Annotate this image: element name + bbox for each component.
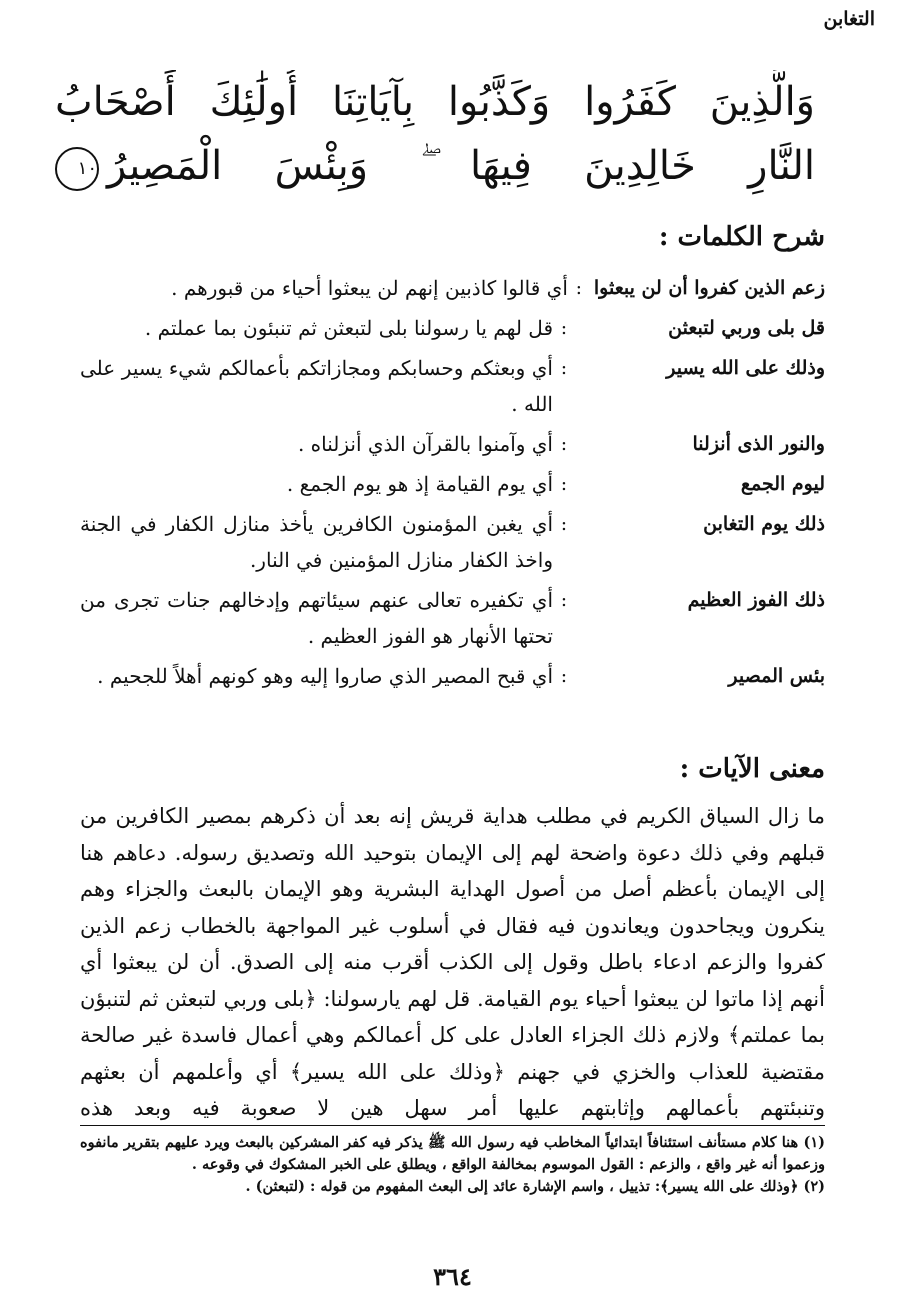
surah-name-header: التغابن	[823, 8, 875, 30]
page-number: ٣٦٤	[433, 1262, 472, 1291]
glossary-entry	[80, 350, 825, 422]
glossary-colon: :	[560, 513, 568, 535]
footnotes	[80, 1132, 825, 1198]
verse-number-ornament: ١٠	[55, 147, 99, 191]
meaning-paragraph: ما زال السياق الكريم في مطلب هداية قريش إنه بعد أن ذكرهم بمصير الكافرين من قبلهم وفي ذلك دعوة واضحة لهم إلى الإيمان بتوحيد الله وتصديق رسوله. دعاهم هنا إلى الإيمان بأعظم أصل من أصول الهداية البشرية وهو الإيمان بالبعث والجزاء وهم ينكرون ويجاحدون ويعاندون فيه فقال في أسلوب غير المواجهة بالخطاب زعم الذين كفروا والزعم ادعاء باطل وقول إلى الكذب أقرب منه إلى الصدق. أن لن يبعثوا أي أنهم إذا ماتوا لن يبعثوا أحياء يوم القيامة. قل لهم يارسولنا: ﴿بلى وربي لتبعثن ثم لتنبؤن بما عملتم﴾ ولازم ذلك الجزاء العادل على كل أعمالكم وهي أعمال فاسدة غير صالحة مقتضية للعذاب والخزي في جهنم ﴿وذلك على الله يسير﴾ أي وأعلمهم أن بعثهم وتنبئتهم بأعمالهم وإثابتهم عليها أمر سهل هين لا صعوبة فيه وبعد هذه	[80, 804, 825, 1120]
glossary-colon: :	[560, 433, 568, 455]
verse-line-2	[55, 134, 815, 198]
glossary-definition: أي يوم القيامة إذ هو يوم الجمع .	[286, 472, 553, 496]
glossary-term: ذلك يوم التغابن	[703, 513, 825, 535]
glossary-colon: :	[560, 357, 568, 379]
glossary-definition: أي تكفيره تعالى عنهم سيئاتهم وإدخالهم جنات تجرى من تحتها الأنهار هو الفوز العظيم .	[80, 588, 553, 648]
glossary-entry	[80, 582, 825, 654]
footnote-2: (٢) ﴿وذلك على الله يسير﴾: تذييل ، واسم الإشارة عائد إلى البعث المفهوم من قوله : (لتبعثن) .	[245, 1178, 825, 1195]
glossary-definition: أي قالوا كاذبين إنهم لن يبعثوا أحياء من قبورهم .	[171, 276, 568, 300]
glossary-colon: :	[575, 277, 583, 299]
verses-meaning-text	[80, 798, 825, 1127]
footnote-divider	[80, 1125, 825, 1126]
glossary-term: بئس المصير	[728, 665, 825, 687]
glossary-entry	[80, 426, 825, 462]
glossary-definition: أي يغبن المؤمنون الكافرين يأخذ منازل الكفار في الجنة واخذ الكفار منازل المؤمنين في النار.	[80, 512, 553, 572]
footnote-1: (١) هنا كلام مستأنف استئنافاً ابتدائياً المخاطب فيه رسول الله ﷺ يذكر فيه كفر المشركين بالبعث ويرد عليهم بتقرير مانفوه وزعموا أنه غير واقع ، والزعم : القول الموسوم بمخالفة الواقع ، ويطلق على الخبر المشكوك في وقوعه .	[80, 1134, 825, 1173]
glossary-entry	[80, 506, 825, 578]
glossary-colon: :	[560, 589, 568, 611]
glossary-definition: قل لهم يا رسولنا بلى لتبعثن ثم تنبئون بما عملتم .	[144, 316, 553, 340]
glossary-colon: :	[560, 317, 568, 339]
glossary-entry	[80, 310, 825, 346]
glossary-term: قل بلى وربي لتبعثن	[668, 317, 825, 339]
glossary-definition: أي وبعثكم وحسابكم ومجازاتكم بأعمالكم شيء يسير على الله .	[80, 356, 553, 416]
glossary-list	[80, 270, 825, 698]
glossary-term: والنور الذى أنزلنا	[692, 433, 825, 455]
glossary-definition: أي قبح المصير الذي صاروا إليه وهو كونهم أهلاً للجحيم .	[97, 664, 553, 688]
glossary-term: وذلك على الله يسير	[666, 357, 825, 379]
verse-line-1: وَالَّذِينَ كَفَرُوا وَكَذَّبُوا بِآيَاتِنَا أُولَٰئِكَ أَصْحَابُ	[55, 79, 815, 125]
glossary-term: زعم الذين كفروا أن لن يبعثوا	[593, 277, 825, 299]
glossary-colon: :	[560, 473, 568, 495]
glossary-definition: أي وآمنوا بالقرآن الذي أنزلناه .	[297, 432, 553, 456]
words-explanation-heading: شرح الكلمات :	[658, 222, 825, 252]
glossary-colon: :	[560, 665, 568, 687]
verse-line-2-text: النَّارِ خَالِدِينَ فِيهَا ۖ وَبِئْسَ الْمَصِيرُ	[107, 143, 815, 189]
glossary-entry	[80, 658, 825, 694]
glossary-entry	[80, 270, 825, 306]
glossary-entry	[80, 466, 825, 502]
quran-verse	[55, 70, 815, 198]
glossary-term: ليوم الجمع	[740, 473, 825, 495]
glossary-term: ذلك الفوز العظيم	[687, 589, 825, 611]
verses-meaning-heading: معنى الآيات :	[679, 754, 825, 784]
